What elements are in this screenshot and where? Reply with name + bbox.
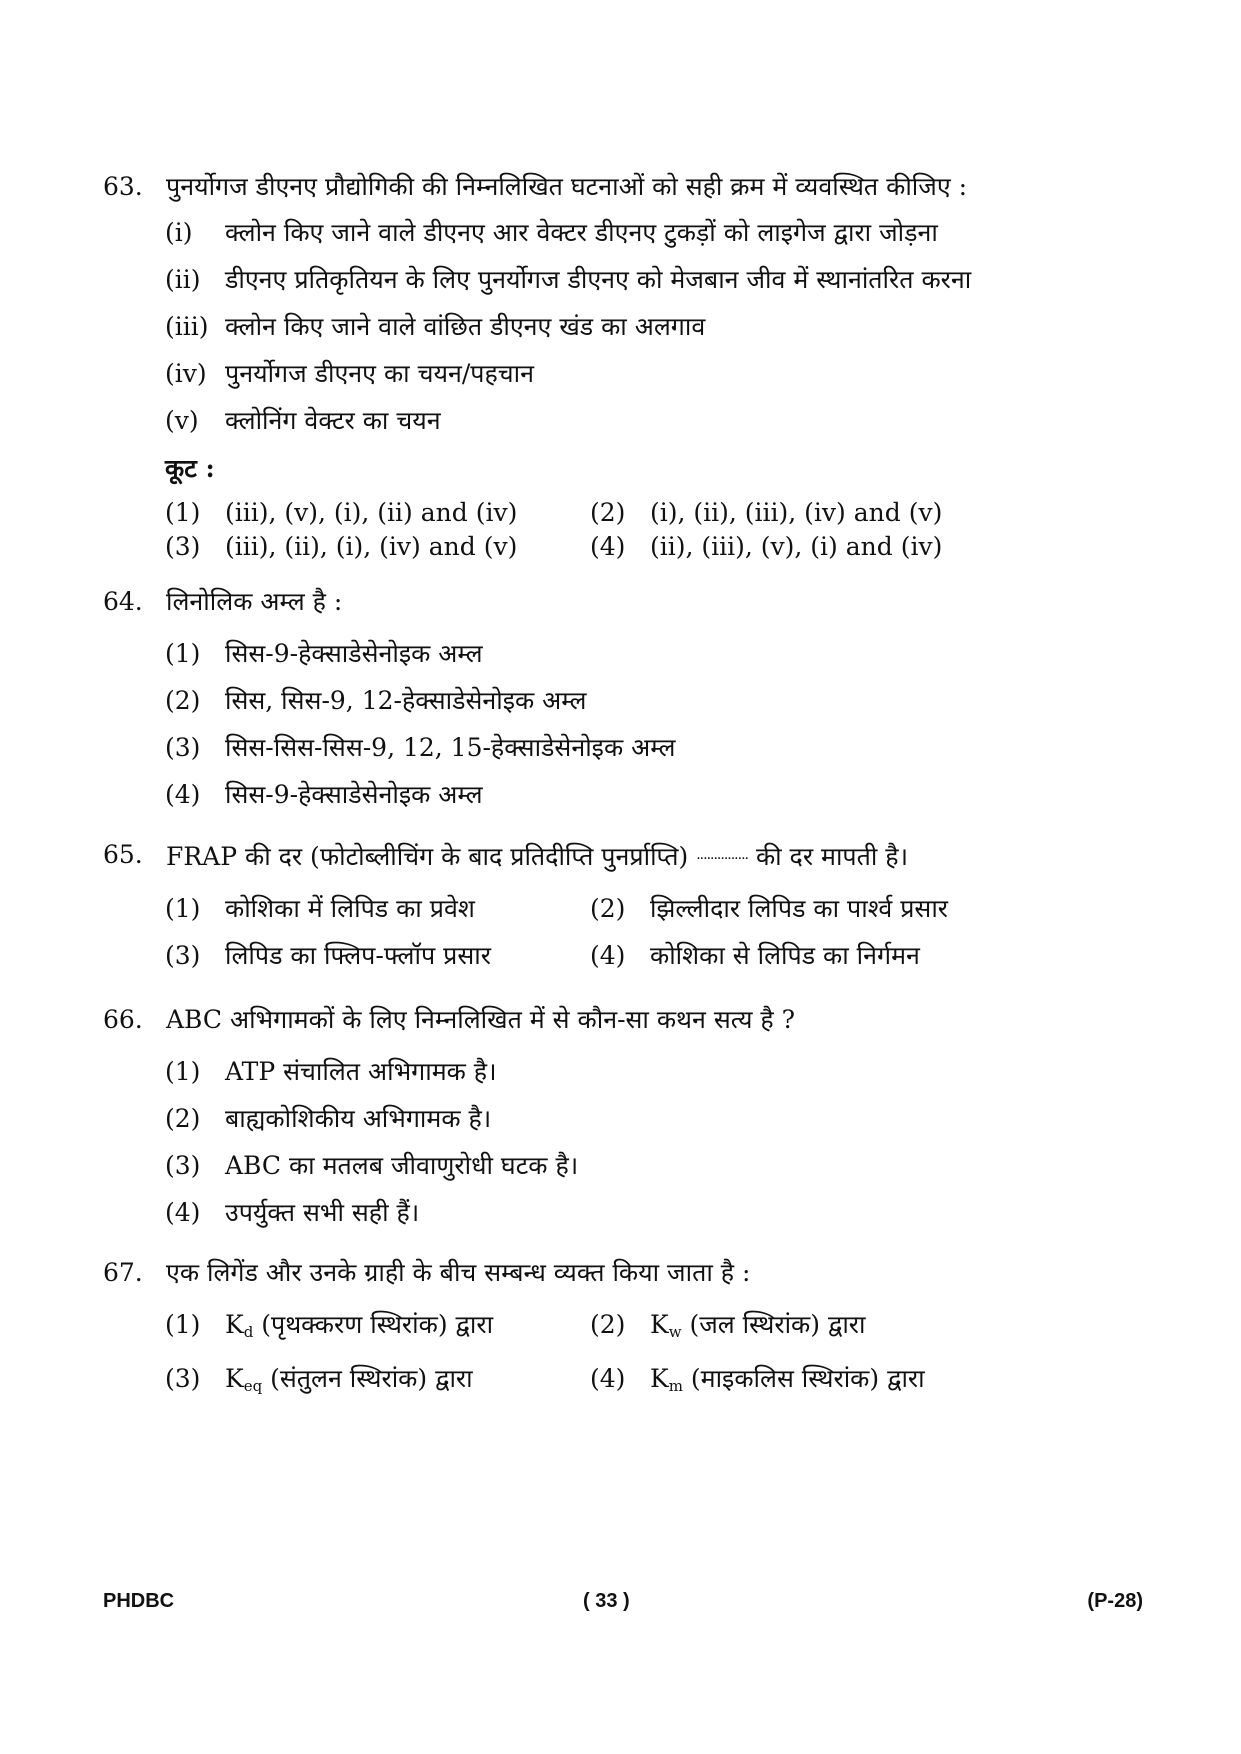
statement-text: डीएनए प्रतिकृतियन के लिए पुनर्योगज डीएनए को मेजबान जीव में स्थानांतरित करना (225, 265, 972, 294)
option-label: (4) (590, 532, 626, 561)
option-text: सिस-9-हेक्साडेसेनोइक अम्ल (225, 780, 483, 809)
question-number: 67. (103, 1258, 143, 1287)
option-label: (1) (165, 1310, 201, 1339)
question-text: ABC अभिगामकों के लिए निम्नलिखित में से कौन-सा कथन सत्य है ? (166, 1005, 796, 1034)
option-item (590, 939, 1020, 973)
page-number: ( 33 ) (583, 1590, 630, 1612)
option-label: (4) (165, 780, 201, 809)
option-text: कोशिका से लिपिड का निर्गमन (650, 941, 920, 970)
option-label: (1) (165, 639, 201, 668)
constant-subscript: m (668, 1377, 683, 1395)
question-text: एक लिगेंड और उनके ग्राही के बीच सम्बन्ध व्यक्त किया जाता है : (166, 1258, 751, 1287)
option-label: (3) (165, 1151, 201, 1180)
constant-subscript: w (668, 1323, 682, 1341)
question-number: 64. (103, 587, 143, 616)
option-text: लिपिड का फ्लिप-फ्लॉप प्रसार (225, 941, 491, 970)
option-text: ATP संचालित अभिगामक है। (225, 1057, 497, 1086)
option-text: (ii), (iii), (v), (i) and (iv) (650, 532, 943, 561)
question-63 (103, 170, 1143, 564)
set-code: (P-28) (1087, 1590, 1143, 1612)
option-label: (4) (590, 941, 626, 970)
option-item (165, 530, 590, 564)
option-text: (iii), (v), (i), (ii) and (iv) (225, 498, 518, 527)
option-text: बाह्यकोशिकीय अभिगामक है। (225, 1104, 492, 1133)
option-item (590, 496, 1020, 530)
option-item (165, 684, 1143, 718)
question-number: 65. (103, 840, 143, 869)
option-text (650, 1362, 1020, 1403)
question-text: लिनोलिक अम्ल है : (166, 587, 343, 616)
statement-item (165, 310, 1143, 344)
option-label: (1) (165, 894, 201, 923)
question-number: 63. (103, 172, 143, 201)
option-label: (3) (165, 1364, 201, 1393)
statement-item (165, 357, 1143, 391)
option-text: (i), (ii), (iii), (iv) and (v) (650, 498, 943, 527)
constant-description: (संतुलन स्थिरांक) द्वारा (270, 1364, 473, 1393)
option-text: (iii), (ii), (i), (iv) and (v) (225, 532, 518, 561)
option-item (165, 892, 590, 926)
question-text: पुनर्योगज डीएनए प्रौद्योगिकी की निम्नलिखित घटनाओं को सही क्रम में व्यवस्थित कीजिए : (166, 172, 968, 201)
constant-symbol: K (225, 1364, 244, 1393)
statement-text: क्लोन किए जाने वाले वांछित डीएनए खंड का अलगाव (225, 312, 706, 341)
option-label: (3) (165, 941, 201, 970)
option-text (225, 1362, 590, 1403)
statement-item (165, 404, 1143, 438)
statement-label: (iii) (165, 312, 209, 341)
option-text: उपर्युक्त सभी सही हैं। (225, 1198, 420, 1227)
option-item (590, 1308, 1020, 1349)
question-65 (103, 838, 1143, 973)
option-item (165, 731, 1143, 765)
option-item (165, 1055, 1143, 1089)
option-item (590, 1362, 1020, 1403)
statement-text: क्लोनिंग वेक्टर का चयन (225, 406, 441, 435)
option-item (165, 1196, 1143, 1230)
option-label: (2) (590, 1310, 626, 1339)
option-item (165, 1308, 590, 1349)
fill-in-blank: ............... (696, 847, 748, 863)
code-heading: कूट : (165, 454, 215, 483)
option-item (590, 530, 1020, 564)
option-item (165, 778, 1143, 812)
statement-item (165, 216, 1143, 250)
option-label: (2) (165, 686, 201, 715)
option-label: (2) (590, 498, 626, 527)
question-64 (103, 585, 1143, 812)
option-text: कोशिका में लिपिड का प्रवेश (225, 894, 475, 923)
constant-subscript: eq (243, 1377, 263, 1395)
statement-label: (v) (165, 406, 199, 435)
question-67 (103, 1256, 1143, 1403)
statement-text: पुनर्योगज डीएनए का चयन/पहचान (225, 359, 534, 388)
statement-item (165, 263, 1143, 297)
option-item (165, 1362, 590, 1403)
constant-description: (जल स्थिरांक) द्वारा (689, 1310, 866, 1339)
option-item (590, 892, 1020, 926)
statement-label: (iv) (165, 359, 207, 388)
option-label: (1) (165, 1057, 201, 1086)
question-number: 66. (103, 1005, 143, 1034)
statement-label: (ii) (165, 265, 201, 294)
paper-code: PHDBC (103, 1590, 175, 1612)
constant-description: (पृथक्करण स्थिरांक) द्वारा (261, 1310, 494, 1339)
option-label: (3) (165, 733, 201, 762)
option-item (165, 637, 1143, 671)
question-text (166, 838, 1143, 874)
option-label: (1) (165, 498, 201, 527)
question-66 (103, 1003, 1143, 1230)
option-text: ABC का मतलब जीवाणुरोधी घटक है। (225, 1151, 579, 1180)
constant-subscript: d (243, 1323, 254, 1341)
constant-symbol: K (225, 1310, 244, 1339)
option-item (165, 1102, 1143, 1136)
statement-label: (i) (165, 218, 193, 247)
option-label: (3) (165, 532, 201, 561)
option-text: सिस-9-हेक्साडेसेनोइक अम्ल (225, 639, 483, 668)
option-label: (2) (590, 894, 626, 923)
option-text: सिस-सिस-सिस-9, 12, 15-हेक्साडेसेनोइक अम्ल (225, 733, 676, 762)
question-text-before: FRAP की दर (फोटोब्लीचिंग के बाद प्रतिदीप्ति पुनर्प्राप्ति) (166, 842, 689, 871)
option-item (165, 496, 590, 530)
option-label: (2) (165, 1104, 201, 1133)
option-text (650, 1308, 1020, 1349)
option-item (165, 939, 590, 973)
option-label: (4) (590, 1364, 626, 1393)
option-text: झिल्लीदार लिपिड का पार्श्व प्रसार (650, 894, 949, 923)
option-text: सिस, सिस-9, 12-हेक्साडेसेनोइक अम्ल (225, 686, 587, 715)
constant-symbol: K (650, 1310, 669, 1339)
option-item (165, 1149, 1143, 1183)
statement-text: क्लोन किए जाने वाले डीएनए आर वेक्टर डीएनए टुकड़ों को लाइगेज द्वारा जोड़ना (225, 218, 938, 247)
page-footer (103, 1590, 1143, 1620)
option-text (225, 1308, 590, 1349)
constant-description: (माइकलिस स्थिरांक) द्वारा (690, 1364, 925, 1393)
option-label: (4) (165, 1198, 201, 1227)
question-text-after: की दर मापती है। (755, 842, 909, 871)
constant-symbol: K (650, 1364, 669, 1393)
